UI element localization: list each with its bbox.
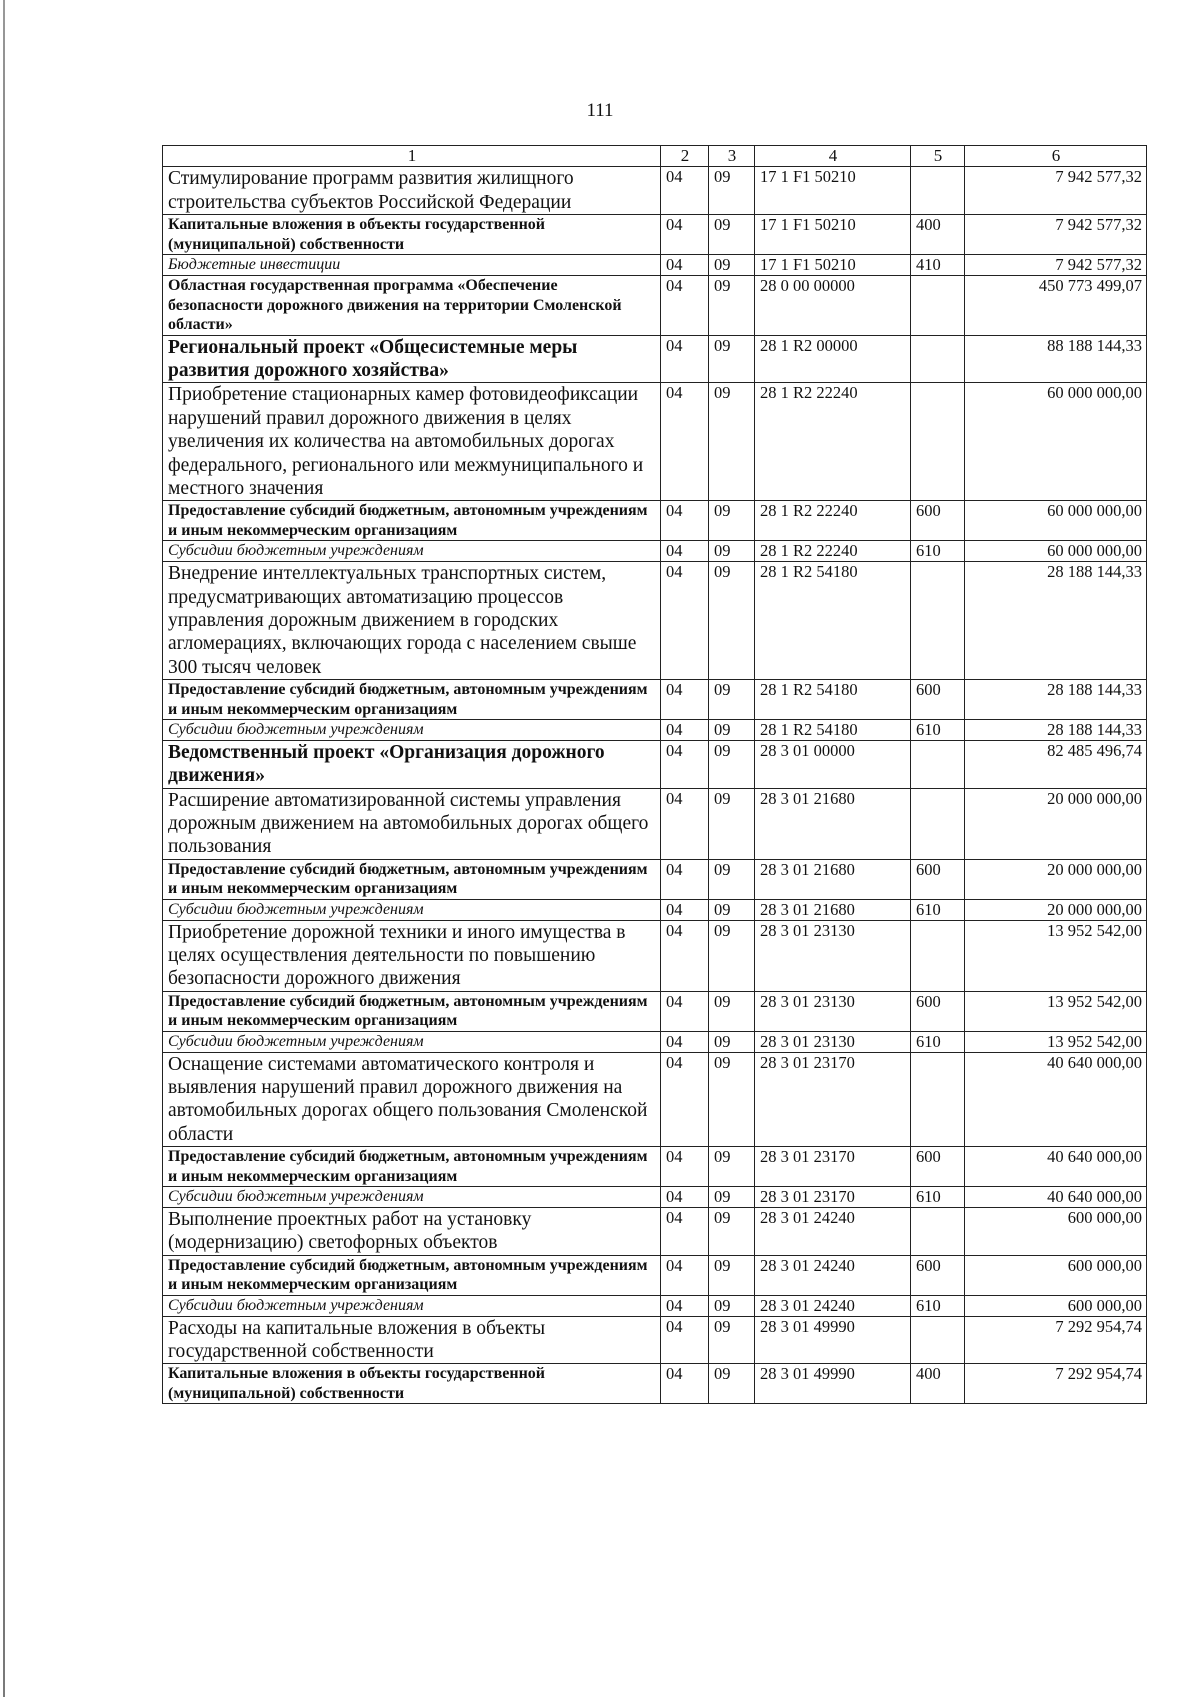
cell-name: Приобретение дорожной техники и иного имущества в целях осуществления деятельности по повышению безопасности дорожного движения	[163, 920, 661, 991]
table-row	[163, 1295, 1147, 1316]
cell-expense-type: 600	[911, 1255, 965, 1295]
cell-target-code: 28 3 01 23130	[755, 991, 911, 1031]
cell-subsection: 09	[709, 680, 755, 720]
cell-section: 04	[661, 1147, 709, 1187]
cell-target-code: 28 1 R2 22240	[755, 541, 911, 562]
cell-target-code: 28 3 01 23130	[755, 920, 911, 991]
cell-expense-type: 610	[911, 1187, 965, 1208]
cell-amount: 600 000,00	[965, 1208, 1147, 1256]
cell-section: 04	[661, 859, 709, 899]
table-row	[163, 1364, 1147, 1404]
cell-subsection: 09	[709, 920, 755, 991]
table-row	[163, 335, 1147, 383]
cell-expense-type: 610	[911, 1295, 965, 1316]
table-row	[163, 1147, 1147, 1187]
cell-subsection: 09	[709, 1031, 755, 1052]
cell-subsection: 09	[709, 1187, 755, 1208]
cell-section: 04	[661, 1295, 709, 1316]
cell-subsection: 09	[709, 383, 755, 501]
cell-amount: 40 640 000,00	[965, 1187, 1147, 1208]
cell-target-code: 17 1 F1 50210	[755, 167, 911, 215]
cell-target-code: 28 1 R2 54180	[755, 680, 911, 720]
cell-section: 04	[661, 335, 709, 383]
cell-section: 04	[661, 680, 709, 720]
table-row	[163, 899, 1147, 920]
cell-amount: 28 188 144,33	[965, 680, 1147, 720]
cell-target-code: 28 3 01 24240	[755, 1295, 911, 1316]
cell-name: Ведомственный проект «Организация дорожного движения»	[163, 740, 661, 788]
cell-amount: 600 000,00	[965, 1255, 1147, 1295]
cell-target-code: 28 3 01 23130	[755, 1031, 911, 1052]
cell-expense-type	[911, 276, 965, 336]
table-row	[163, 991, 1147, 1031]
cell-name: Капитальные вложения в объекты государственной (муниципальной) собственности	[163, 1364, 661, 1404]
cell-subsection: 09	[709, 1147, 755, 1187]
table-row	[163, 167, 1147, 215]
cell-section: 04	[661, 788, 709, 859]
cell-amount: 13 952 542,00	[965, 920, 1147, 991]
cell-target-code: 17 1 F1 50210	[755, 255, 911, 276]
cell-amount: 88 188 144,33	[965, 335, 1147, 383]
cell-target-code: 28 3 01 49990	[755, 1316, 911, 1364]
cell-expense-type: 400	[911, 215, 965, 255]
cell-name: Приобретение стационарных камер фотовидеофиксации нарушений правил дорожного движения в целях увеличения их количества на автомобильных дорогах федерального, регионального или межмуниципального и местного значения	[163, 383, 661, 501]
cell-name: Субсидии бюджетным учреждениям	[163, 1295, 661, 1316]
table-row	[163, 920, 1147, 991]
cell-amount: 7 942 577,32	[965, 215, 1147, 255]
cell-amount: 28 188 144,33	[965, 720, 1147, 741]
cell-name: Предоставление субсидий бюджетным, автономным учреждениям и иным некоммерческим организациям	[163, 1147, 661, 1187]
cell-section: 04	[661, 562, 709, 680]
cell-expense-type: 600	[911, 501, 965, 541]
cell-amount: 60 000 000,00	[965, 541, 1147, 562]
table-body	[163, 167, 1147, 1404]
table-row	[163, 215, 1147, 255]
cell-amount: 7 292 954,74	[965, 1316, 1147, 1364]
cell-target-code: 28 0 00 00000	[755, 276, 911, 336]
cell-name: Предоставление субсидий бюджетным, автономным учреждениям и иным некоммерческим организациям	[163, 680, 661, 720]
cell-name: Предоставление субсидий бюджетным, автономным учреждениям и иным некоммерческим организациям	[163, 991, 661, 1031]
cell-target-code: 17 1 F1 50210	[755, 215, 911, 255]
cell-name: Субсидии бюджетным учреждениям	[163, 899, 661, 920]
cell-name: Предоставление субсидий бюджетным, автономным учреждениям и иным некоммерческим организациям	[163, 1255, 661, 1295]
table-row	[163, 1052, 1147, 1147]
cell-amount: 20 000 000,00	[965, 788, 1147, 859]
cell-target-code: 28 3 01 24240	[755, 1208, 911, 1256]
cell-amount: 7 942 577,32	[965, 255, 1147, 276]
cell-target-code: 28 1 R2 54180	[755, 562, 911, 680]
cell-section: 04	[661, 215, 709, 255]
cell-section: 04	[661, 1187, 709, 1208]
cell-expense-type: 610	[911, 720, 965, 741]
table-row	[163, 1187, 1147, 1208]
cell-expense-type: 600	[911, 1147, 965, 1187]
table-header-row	[163, 146, 1147, 167]
cell-subsection: 09	[709, 1295, 755, 1316]
cell-expense-type	[911, 920, 965, 991]
cell-section: 04	[661, 167, 709, 215]
cell-subsection: 09	[709, 541, 755, 562]
cell-expense-type: 400	[911, 1364, 965, 1404]
cell-name: Субсидии бюджетным учреждениям	[163, 1031, 661, 1052]
cell-amount: 20 000 000,00	[965, 859, 1147, 899]
cell-target-code: 28 3 01 23170	[755, 1187, 911, 1208]
cell-name: Капитальные вложения в объекты государственной (муниципальной) собственности	[163, 215, 661, 255]
cell-section: 04	[661, 1316, 709, 1364]
cell-target-code: 28 3 01 49990	[755, 1364, 911, 1404]
table-row	[163, 383, 1147, 501]
cell-section: 04	[661, 255, 709, 276]
cell-expense-type	[911, 562, 965, 680]
header-cell: 1	[163, 146, 661, 167]
cell-section: 04	[661, 720, 709, 741]
cell-subsection: 09	[709, 720, 755, 741]
cell-expense-type: 600	[911, 991, 965, 1031]
cell-name: Выполнение проектных работ на установку (модернизацию) светофорных объектов	[163, 1208, 661, 1256]
table-row	[163, 788, 1147, 859]
cell-section: 04	[661, 1364, 709, 1404]
cell-target-code: 28 3 01 23170	[755, 1147, 911, 1187]
cell-target-code: 28 3 01 00000	[755, 740, 911, 788]
cell-section: 04	[661, 1052, 709, 1147]
cell-expense-type	[911, 1316, 965, 1364]
cell-amount: 60 000 000,00	[965, 501, 1147, 541]
table-row	[163, 1255, 1147, 1295]
cell-expense-type: 600	[911, 680, 965, 720]
cell-expense-type	[911, 167, 965, 215]
cell-amount: 450 773 499,07	[965, 276, 1147, 336]
cell-section: 04	[661, 501, 709, 541]
cell-name: Внедрение интеллектуальных транспортных систем, предусматривающих автоматизацию процессов управления дорожным движением в городских агломерациях, включающих города с населением свыше 300 тысяч человек	[163, 562, 661, 680]
cell-subsection: 09	[709, 167, 755, 215]
cell-subsection: 09	[709, 788, 755, 859]
scan-edge-shadow	[3, 0, 5, 1697]
cell-expense-type	[911, 788, 965, 859]
cell-subsection: 09	[709, 562, 755, 680]
cell-amount: 40 640 000,00	[965, 1147, 1147, 1187]
cell-target-code: 28 1 R2 54180	[755, 720, 911, 741]
cell-amount: 20 000 000,00	[965, 899, 1147, 920]
header-cell: 5	[911, 146, 965, 167]
cell-name: Оснащение системами автоматического контроля и выявления нарушений правил дорожного движения на автомобильных дорогах общего пользования Смоленской области	[163, 1052, 661, 1147]
cell-target-code: 28 1 R2 00000	[755, 335, 911, 383]
table-row	[163, 1031, 1147, 1052]
cell-name: Стимулирование программ развития жилищного строительства субъектов Российской Федерации	[163, 167, 661, 215]
table-row	[163, 255, 1147, 276]
table-row	[163, 740, 1147, 788]
table-row	[163, 501, 1147, 541]
cell-subsection: 09	[709, 1208, 755, 1256]
table-row	[163, 859, 1147, 899]
cell-amount: 600 000,00	[965, 1295, 1147, 1316]
cell-amount: 40 640 000,00	[965, 1052, 1147, 1147]
cell-section: 04	[661, 740, 709, 788]
cell-target-code: 28 1 R2 22240	[755, 383, 911, 501]
cell-amount: 13 952 542,00	[965, 1031, 1147, 1052]
cell-subsection: 09	[709, 501, 755, 541]
cell-name: Субсидии бюджетным учреждениям	[163, 1187, 661, 1208]
budget-table	[162, 145, 1147, 1404]
header-cell: 6	[965, 146, 1147, 167]
cell-name: Субсидии бюджетным учреждениям	[163, 720, 661, 741]
cell-name: Предоставление субсидий бюджетным, автономным учреждениям и иным некоммерческим организациям	[163, 859, 661, 899]
cell-name: Областная государственная программа «Обеспечение безопасности дорожного движения на территории Смоленской области»	[163, 276, 661, 336]
cell-section: 04	[661, 899, 709, 920]
cell-expense-type	[911, 1208, 965, 1256]
cell-expense-type: 610	[911, 1031, 965, 1052]
cell-name: Региональный проект «Общесистемные меры развития дорожного хозяйства»	[163, 335, 661, 383]
table-row	[163, 276, 1147, 336]
page-number: 111	[586, 100, 614, 121]
cell-amount: 7 292 954,74	[965, 1364, 1147, 1404]
cell-subsection: 09	[709, 991, 755, 1031]
cell-expense-type	[911, 1052, 965, 1147]
header-cell: 2	[661, 146, 709, 167]
table-row	[163, 1208, 1147, 1256]
cell-subsection: 09	[709, 1364, 755, 1404]
header-cell: 3	[709, 146, 755, 167]
cell-subsection: 09	[709, 1052, 755, 1147]
cell-amount: 60 000 000,00	[965, 383, 1147, 501]
header-cell: 4	[755, 146, 911, 167]
cell-section: 04	[661, 541, 709, 562]
cell-target-code: 28 3 01 21680	[755, 859, 911, 899]
cell-section: 04	[661, 991, 709, 1031]
cell-expense-type: 600	[911, 859, 965, 899]
cell-name: Субсидии бюджетным учреждениям	[163, 541, 661, 562]
table-row	[163, 680, 1147, 720]
cell-target-code: 28 3 01 21680	[755, 788, 911, 859]
cell-subsection: 09	[709, 255, 755, 276]
table-row	[163, 1316, 1147, 1364]
cell-name: Бюджетные инвестиции	[163, 255, 661, 276]
cell-expense-type	[911, 335, 965, 383]
cell-expense-type: 610	[911, 899, 965, 920]
cell-section: 04	[661, 276, 709, 336]
cell-amount: 13 952 542,00	[965, 991, 1147, 1031]
cell-subsection: 09	[709, 1316, 755, 1364]
table-row	[163, 720, 1147, 741]
cell-amount: 28 188 144,33	[965, 562, 1147, 680]
cell-target-code: 28 3 01 24240	[755, 1255, 911, 1295]
cell-section: 04	[661, 1031, 709, 1052]
cell-subsection: 09	[709, 859, 755, 899]
cell-amount: 82 485 496,74	[965, 740, 1147, 788]
cell-subsection: 09	[709, 899, 755, 920]
table-row	[163, 562, 1147, 680]
cell-expense-type	[911, 383, 965, 501]
cell-expense-type	[911, 740, 965, 788]
cell-subsection: 09	[709, 335, 755, 383]
cell-subsection: 09	[709, 1255, 755, 1295]
cell-subsection: 09	[709, 215, 755, 255]
cell-subsection: 09	[709, 740, 755, 788]
cell-target-code: 28 3 01 23170	[755, 1052, 911, 1147]
cell-target-code: 28 1 R2 22240	[755, 501, 911, 541]
cell-section: 04	[661, 920, 709, 991]
cell-subsection: 09	[709, 276, 755, 336]
cell-expense-type: 410	[911, 255, 965, 276]
cell-name: Расширение автоматизированной системы управления дорожным движением на автомобильных дорогах общего пользования	[163, 788, 661, 859]
cell-section: 04	[661, 1208, 709, 1256]
cell-name: Предоставление субсидий бюджетным, автономным учреждениям и иным некоммерческим организациям	[163, 501, 661, 541]
cell-target-code: 28 3 01 21680	[755, 899, 911, 920]
table-row	[163, 541, 1147, 562]
cell-amount: 7 942 577,32	[965, 167, 1147, 215]
cell-expense-type: 610	[911, 541, 965, 562]
cell-section: 04	[661, 1255, 709, 1295]
cell-name: Расходы на капитальные вложения в объекты государственной собственности	[163, 1316, 661, 1364]
cell-section: 04	[661, 383, 709, 501]
